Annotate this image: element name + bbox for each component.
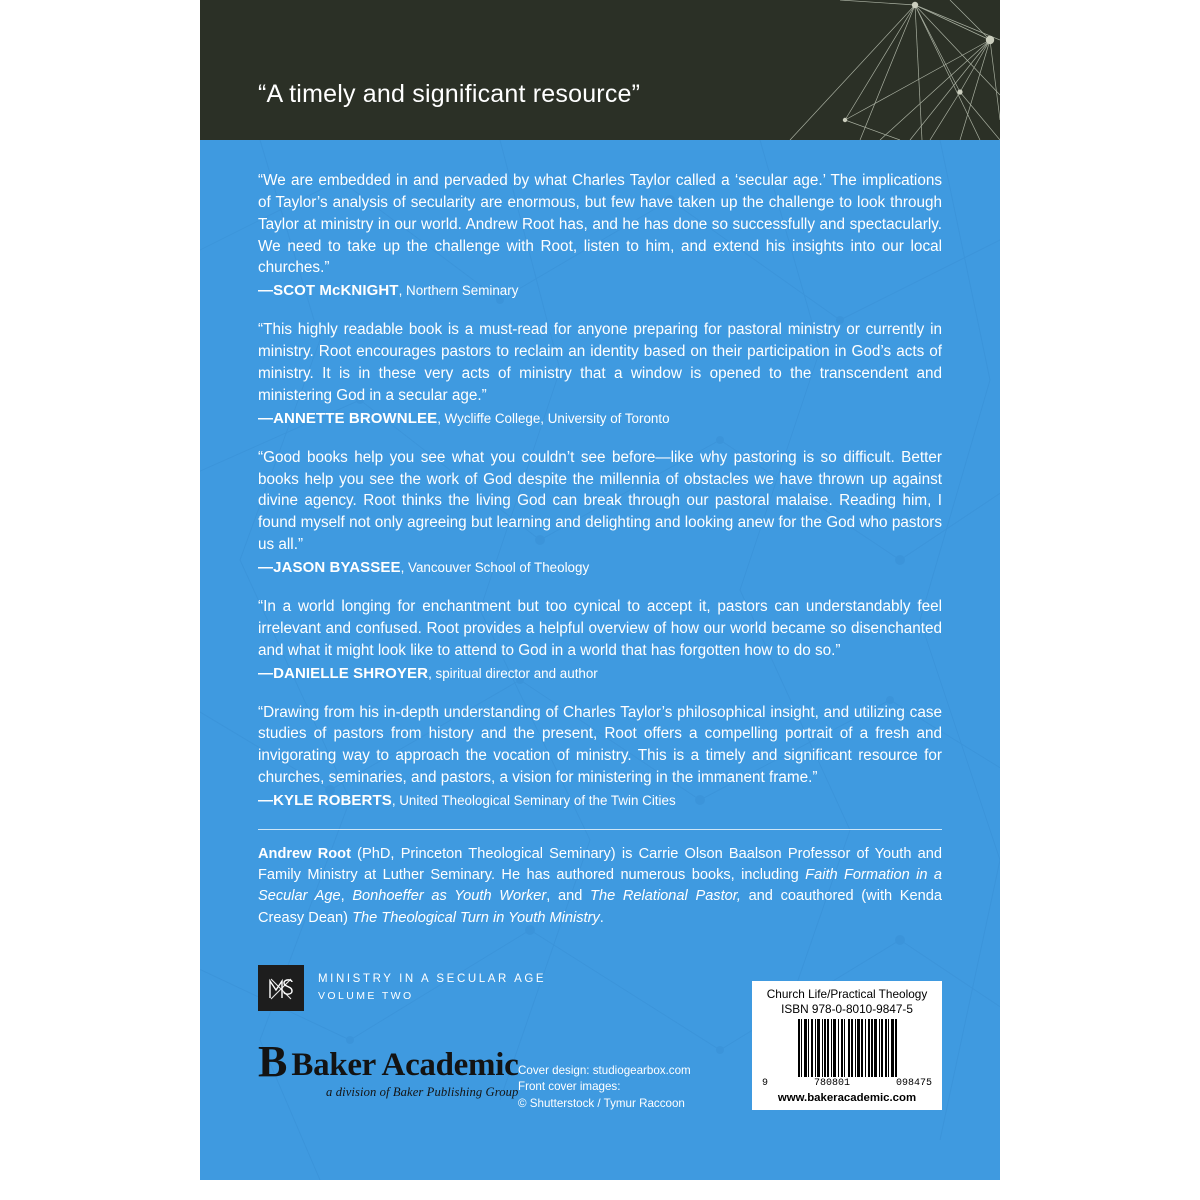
credit-line-2: Front cover images: — [518, 1080, 621, 1094]
publisher-initial: B — [258, 1036, 288, 1086]
bio-text-part1: (PhD, Princeton Theological Seminary) is Carrie Olson Baalson Professor of Youth and Family Ministry at Luther Seminary. He has authored numerous books, including — [258, 846, 942, 884]
blurb-author: —DANIELLE SHROYER — [258, 664, 429, 682]
barcode-icon — [760, 1019, 934, 1077]
bio-book-title-2: Bonhoeffer as Youth Worker — [352, 888, 547, 905]
blurb-quote: “This highly readable book is a must-read for anyone preparing for pastoral ministry or currently in ministry. Root encourages pastors to reclaim an identity based on their participation in God’s acts of ministry. It is in these very acts of ministry that a window is opened to the transcendent and ministering God in a secular age.” — [258, 321, 942, 404]
barcode-digit-group-1: 780801 — [813, 1078, 850, 1090]
blurb-attribution — [258, 665, 942, 682]
bio-book-title-4: The Theological Turn in Youth Ministry — [352, 909, 600, 926]
blurb-quote: “Good books help you see what you couldn’t see before—like why pastoring is so difficult. Better books help you see the work of God despite the millennia of obstacles we have thrown up against divine agency. Root thinks the living God can break through our pastoral malaise. Reading him, I found myself not only agreeing but learning and delighting and looking anew for the God who pastors us all.” — [258, 448, 942, 554]
barcode-digit-group-2: 098475 — [895, 1078, 932, 1090]
cover-top-band — [200, 0, 1000, 140]
blurb-attribution — [258, 410, 942, 427]
blurb-affiliation: , United Theological Seminary of the Twin Cities — [391, 793, 676, 809]
series-block — [258, 965, 546, 1011]
blurb-author: —KYLE ROBERTS — [258, 792, 392, 810]
publisher-tagline: a division of Baker Publishing Group — [326, 1085, 519, 1100]
series-text — [318, 973, 546, 1002]
cover-credits — [518, 1063, 691, 1112]
bio-sep-1: , — [340, 888, 353, 905]
blurb-item — [258, 702, 942, 809]
blurb-affiliation: , Northern Seminary — [398, 283, 519, 299]
bio-book-title-1: Faith Formation in a Secular Age — [258, 867, 943, 905]
credit-line-3: © Shutterstock / Tymur Raccoon — [518, 1096, 685, 1110]
blurb-item — [258, 170, 942, 299]
blurb-quote: “We are embedded in and pervaded by what Charles Taylor called a ‘secular age.’ The implications of Taylor’s analysis of secularity are enormous, but few have taken up the challenge to look through Taylor at ministry in our world. Andrew Root has, and he has done so successfully and spectacularly. We need to take up the challenge with Root, listen to him, and extend his insights into our local churches.” — [258, 172, 942, 277]
publisher-website[interactable]: www.bakeracademic.com — [777, 1092, 917, 1105]
blurb-item — [258, 319, 942, 426]
blurb-affiliation: , spiritual director and author — [428, 665, 598, 681]
barcode-digit-left: 9 — [762, 1078, 769, 1090]
isbn-barcode-box — [752, 981, 942, 1111]
bio-text-part2: and coauthored (with Kenda Creasy Dean) — [258, 888, 942, 926]
isbn-number: ISBN 978-0-8010-9847-5 — [781, 1002, 913, 1016]
credit-line-1: Cover design: studiogearbox.com — [518, 1063, 691, 1077]
series-logo-icon — [258, 965, 304, 1011]
blurb-attribution — [258, 559, 942, 576]
barcode-digits — [760, 1078, 934, 1089]
bio-book-title-3: The Relational Pastor, — [590, 888, 741, 905]
divider — [258, 829, 942, 830]
blurb-item — [258, 447, 942, 576]
blurb-quote: “Drawing from his in-depth understanding of Charles Taylor’s philosophical insight, and utilizing case studies of pastors from history and the present, Root offers a compelling portrait of a fresh and invigorating way to approach the vocation of ministry. This is a timely and significant resource for churches, seminaries, and pastors, a vision for ministering in the immanent frame.” — [258, 703, 942, 787]
blurb-attribution — [258, 282, 942, 299]
blurb-author: —SCOT McKNIGHT — [258, 282, 399, 300]
blurb-item — [258, 596, 942, 682]
book-cover — [200, 0, 1000, 1180]
blurb-author: —JASON BYASSEE — [258, 559, 401, 577]
blurb-attribution — [258, 792, 942, 809]
publisher-logo — [258, 1036, 519, 1101]
blurb-author: —ANNETTE BROWNLEE — [258, 409, 438, 427]
cover-headline: “A timely and significant resource” — [258, 80, 641, 108]
blurb-quote: “In a world longing for enchantment but too cynical to accept it, pastors can understandably feel irrelevant and confused. Root provides a helpful overview of how our world became so disenchanted and what it might look like to attend to God in a world that has forgotten how to do so.” — [258, 598, 942, 659]
cover-footer — [200, 955, 1000, 1155]
cover-body — [200, 140, 1000, 1180]
isbn-category: Church Life/Practical Theology — [766, 986, 928, 1001]
publisher-name: Baker Academic — [291, 1047, 519, 1084]
author-name: Andrew Root — [258, 846, 351, 863]
series-title: MINISTRY IN A SECULAR AGE — [318, 973, 547, 986]
network-graphic-icon — [660, 0, 1000, 140]
series-volume: VOLUME TWO — [318, 990, 414, 1003]
author-bio — [258, 844, 942, 929]
blurb-affiliation: , Wycliffe College, University of Toronto — [437, 410, 670, 426]
bio-sep-2: , and — [546, 888, 591, 905]
bio-text-end: . — [599, 909, 604, 926]
cover-content — [200, 140, 1000, 929]
blurb-affiliation: , Vancouver School of Theology — [400, 560, 590, 576]
